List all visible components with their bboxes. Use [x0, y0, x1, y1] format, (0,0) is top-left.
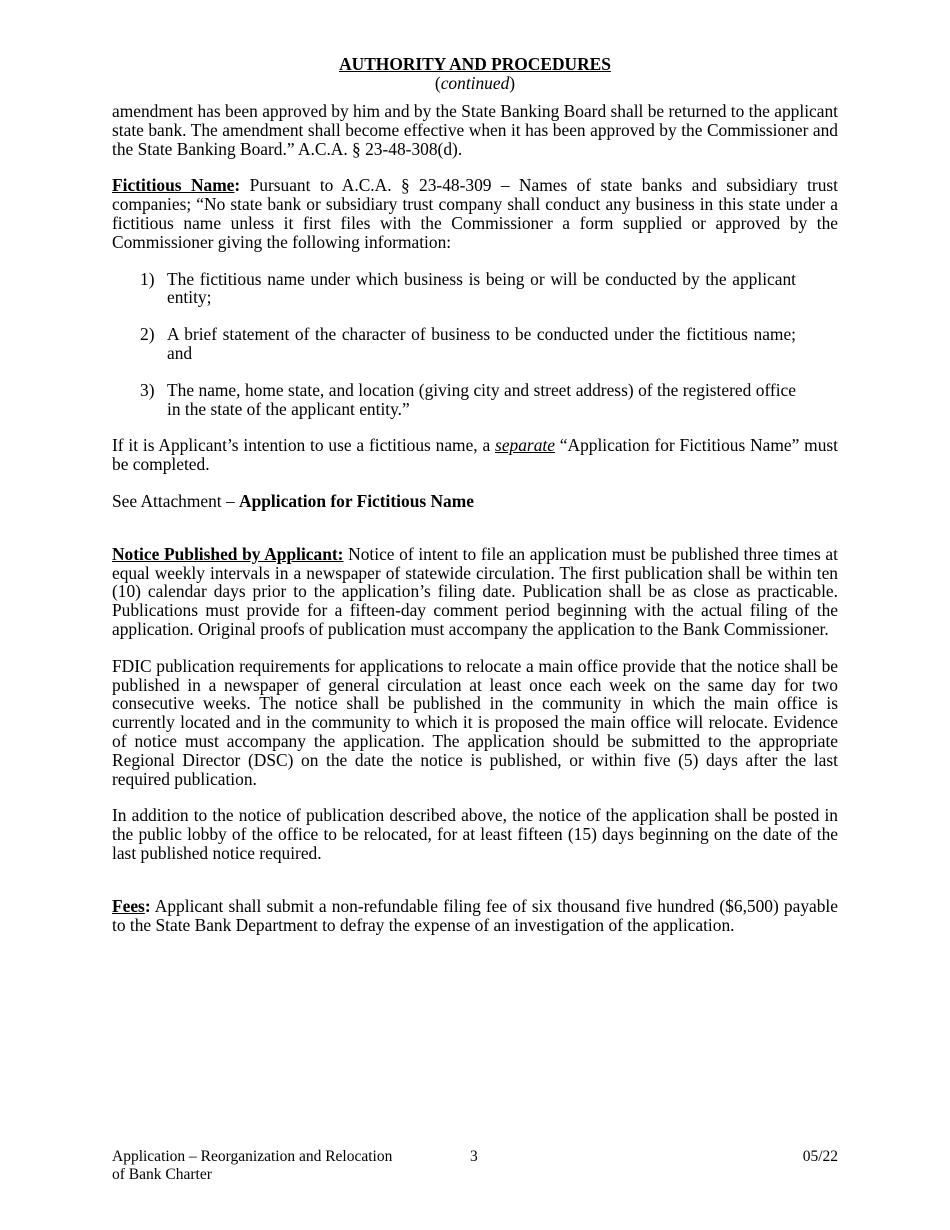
- list-item-text: The name, home state, and location (giving city and street address) of the registered office in the state of the applicant entity.”: [167, 379, 796, 419]
- fictitious-name-heading: Fictitious Name: [112, 175, 235, 196]
- list-item-number: 2): [140, 324, 155, 345]
- attachment-title: Application for Fictitious Name: [239, 490, 474, 511]
- intent-emphasis: separate: [495, 435, 555, 456]
- intent-after: “Application for Fictitious Name” must be completed.: [112, 435, 838, 475]
- fees-paragraph: [112, 897, 838, 935]
- page-footer: [112, 1148, 838, 1188]
- notice-heading: Notice Published by Applicant:: [112, 543, 344, 564]
- fees-body: Applicant shall submit a non-refundable filing fee of six thousand five hundred ($6,500) payable to the State Bank Department to defray the expense of an investigation of the application.: [112, 895, 838, 935]
- fictitious-name-paragraph: [112, 176, 838, 251]
- list-item-number: 1): [140, 268, 155, 289]
- footer-date: 05/22: [802, 1148, 838, 1165]
- fictitious-info-list: [112, 270, 838, 419]
- fdic-paragraph: FDIC publication requirements for applications to relocate a main office provide that the notice shall be published in a newspaper of general circulation at least once each week on the same day for two consecutive weeks. The notice shall be published in the community in which the main office is currently located and in the community to which it is proposed the main office will relocate. Evidence of notice must accompany the application. The application should be submitted to the appropriate Regional Director (DSC) on the date the notice is published, or within five (5) days after the last required publication.: [112, 655, 838, 789]
- page-subtitle: [112, 74, 838, 92]
- fictitious-name-body: Pursuant to A.C.A. § 23-48-309 – Names of state banks and subsidiary trust companies; “No state bank or subsidiary trust company shall conduct any business in this state under a fictitious name unless it first files with the Commissioner a form supplied or approved by the Commissioner giving the following information:: [112, 175, 838, 252]
- subtitle-close: ): [509, 73, 516, 93]
- list-item: [140, 270, 796, 308]
- footer-title-line2: of Bank Charter: [112, 1166, 212, 1183]
- document-page: [112, 54, 838, 934]
- list-item: [140, 381, 796, 419]
- notice-paragraph: [112, 545, 838, 639]
- footer-page-number: 3: [470, 1148, 478, 1165]
- footer-title-line1: Application – Reorganization and Relocation: [112, 1148, 393, 1165]
- attachment-reference: [112, 492, 838, 511]
- list-item-text: The fictitious name under which business is being or will be conducted by the applicant entity;: [167, 268, 796, 308]
- subtitle-open: (: [434, 73, 441, 93]
- subtitle-continued: continued: [440, 73, 510, 93]
- lobby-paragraph: In addition to the notice of publication described above, the notice of the application shall be posted in the public lobby of the office to be relocated, for at least fifteen (15) days beginning on the date of the last published notice required.: [112, 805, 838, 863]
- list-item: [140, 325, 796, 363]
- list-item-text: A brief statement of the character of business to be conducted under the fictitious name; and: [167, 324, 796, 363]
- intro-paragraph: amendment has been approved by him and by the State Banking Board shall be returned to the applicant state bank. The amendment shall become effective when it has been approved by the Commissioner and the State Banking Board.” A.C.A. § 23-48-308(d).: [112, 101, 838, 159]
- fees-heading: Fees: [112, 895, 145, 916]
- attachment-prefix: See Attachment –: [112, 490, 240, 511]
- page-title: AUTHORITY AND PROCEDURES: [339, 54, 611, 74]
- fictitious-intent-paragraph: [112, 436, 838, 474]
- list-item-number: 3): [140, 379, 155, 400]
- fees-colon: :: [144, 895, 151, 916]
- footer-document-title: [112, 1148, 412, 1184]
- fictitious-name-colon: :: [234, 175, 241, 196]
- intent-before: If it is Applicant’s intention to use a fictitious name, a: [112, 435, 496, 456]
- notice-body: Notice of intent to file an application must be published three times at equal weekly intervals in a newspaper of statewide circulation. The first publication shall be within ten (10) calendar days prior to the application’s filing date. Publication shall be as close as practicable. Publications must provide for a fifteen-day comment period beginning with the actual filing of the application. Original proofs of publication must accompany the application to the Bank Commissioner.: [112, 543, 838, 639]
